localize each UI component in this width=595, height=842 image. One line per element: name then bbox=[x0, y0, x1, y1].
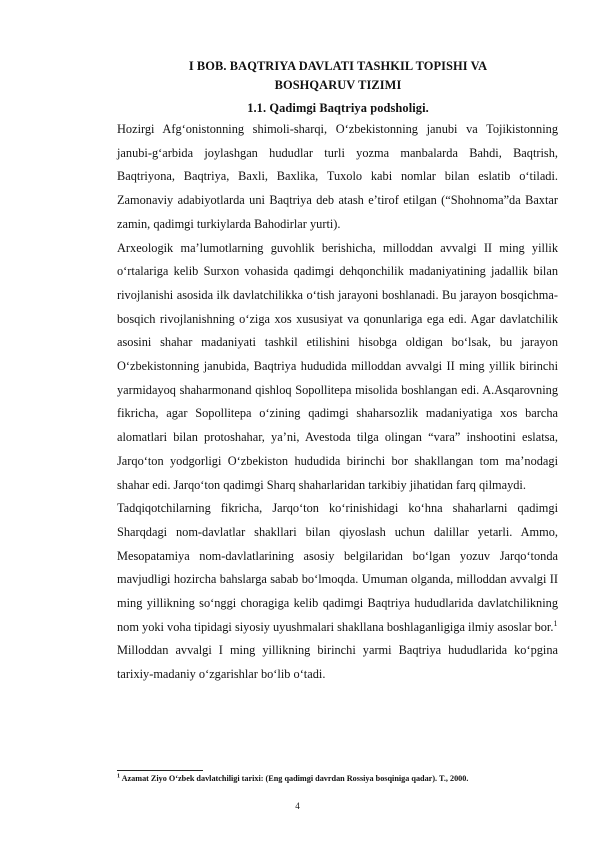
paragraph-2-text: Arxeologik ma’lumotlarning guvohlik berishicha, milloddan avvalgi II ming yillik o‘rtalariga kelib Surxon vohasida qadimgi dehqonchilik madaniyatining jadallik bilan rivojlanishi asosida ilk davlatchilikka o‘tish jarayoni boshlanadi. Bu jarayon bosqichma-bosqich rivojlanishning o‘ziga xos xususiyat va qonunlariga ega edi. Agar davlatchilik asosini shahar madaniyati tashkil etilishini hisobga oldigan bo‘lsak, bu jarayon O‘zbekistonning janubida, Baqtriya hududida milloddan avvalgi II ming yillik birinchi yarmidayoq shaharmonand qishloq Sopollitepa misolida boshlangan edi. A.Asqarovning fikricha, agar Sopollitepa o‘zining qadimgi shaharsozlik madaniyatiga xos barcha alomatlari bilan protoshahar, ya’ni, Avestoda tilga olingan “vara” inshootini eslatsa, Jarqo‘ton yodgorligi O‘zbekiston hududida birinchi bor shakllangan tom ma’nodagi shahar edi. Jarqo‘ton qadimgi Sharq shaharlaridan tarkibiy jihatidan farq qilmaydi. bbox=[117, 240, 558, 492]
body-text bbox=[117, 118, 558, 687]
footnote-reference: 1 bbox=[553, 618, 558, 628]
footnote bbox=[117, 773, 558, 784]
chapter-title-line-2: BOSHQARUV TIZIMI bbox=[274, 78, 402, 92]
chapter-title-line-1: I BOB. BAQTRIYA DAVLATI TASHKIL TOPISHI VA bbox=[188, 59, 488, 73]
paragraph-3 bbox=[117, 497, 558, 639]
paragraph-2 bbox=[117, 237, 558, 498]
paragraph-1-text: Hozirgi Afg‘onistonning shimoli-sharqi, O‘zbekistonning janubi va Tojikistonning janubi-g‘arbida joylashgan hududlar turli yozma manbalarda Bahdi, Baqtrish, Baqtriyona, Baqtriya, Baxli, Baxlika, Tuxolo kabi nomlar bilan eslatib o‘tiladi. Zamonaviy adabiyotlarda uni Baqtriya deb atash e’tirof etilgan (“Shohnoma”da Baxtar zamin, qadimgi turkiylarda Bahodirlar yurti). bbox=[117, 122, 558, 231]
section-title: 1.1. Qadimgi Baqtriya podsholigi. bbox=[247, 101, 429, 115]
footnote-separator bbox=[117, 770, 203, 771]
paragraph-3-text: Tadqiqotchilarning fikricha, Jarqo‘ton ko‘rinishidagi ko‘hna shaharlarni qadimgi Sharqdagi nom-davlatlar shakllari bilan qiyoslash uchun dalillar yetarli. Ammo, Mesopatamiya nom-davlatlarining asosiy belgilaridan bo‘lgan yozuv Jarqo‘tonda mavjudligi hozircha bahslarga sabab bo‘lmoqda. Umuman olganda, milloddan avvalgi II ming yillikning so‘nggi choragiga kelib qadimgi Baqtriya hududlarida davlatchilikning nom yoki voha tipidagi siyosiy uyushmalari shakllana boshlaganligiga ilmiy asoslar bor. bbox=[117, 501, 558, 634]
paragraph-1 bbox=[117, 118, 558, 237]
footnote-text: Azamat Ziyo O‘zbek davlatchiligi tarixi: (Eng qadimgi davrdan Rossiya bosqiniga qadar). T., 2000. bbox=[121, 774, 469, 783]
paragraph-4-text: Milloddan avvalgi I ming yillikning birinchi yarmi Baqtriya hududlarida ko‘pgina tarixiy-madaniy o‘zgarishlar bo‘lib o‘tadi. bbox=[117, 643, 558, 682]
footnote-number: 1 bbox=[117, 773, 120, 780]
page-number: 4 bbox=[295, 801, 300, 811]
paragraph-4 bbox=[117, 639, 558, 686]
